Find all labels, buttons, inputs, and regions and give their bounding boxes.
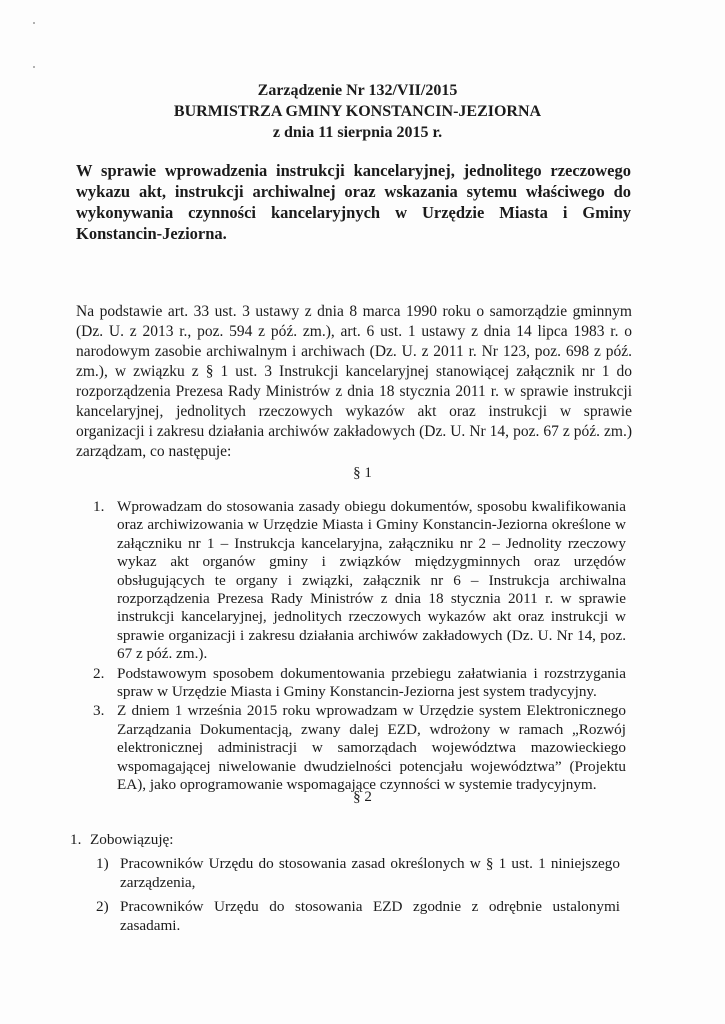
subitem-number: 1) <box>96 855 109 873</box>
item-number: 1. <box>93 498 105 515</box>
ordinance-number: Zarządzenie Nr 132/VII/2015 <box>257 82 458 99</box>
document-subject: W sprawie wprowadzenia instrukcji kancelaryjnej, jednolitego rzeczowego wykazu akt, instrukcji archiwalnej oraz wskazania sytemu właściwego do wykonywania czynności kancelaryjnych w Urzędzie Miasta i Gminy Konstancin-Jeziorna. <box>76 161 631 243</box>
item-text: Wprowadzam do stosowania zasady obiegu dokumentów, sposobu kwalifikowania oraz archiwizowania w Urzędzie Miasta i Gminy Konstancin-Jeziorna określone w załączniku nr 1 – Instrukcja kancelaryjna, załączniku nr 2 – Jednolity rzeczowy wykaz akt organów gminy i związków międzygminnych oraz urzędów obsługujących te organy i związki, załącznik nr 6 – Instrukcja archiwalna rozporządzenia Prezesa Rady Ministrów z dnia 18 stycznia 2011 r. w sprawie instrukcji kancelaryjnej, jednolitych rzeczowych wykazów akt oraz instrukcji w sprawie organizacji i zakresu działania archiwów zakładowych (Dz. U. Nr 14, poz. 67 z póź. zm.). <box>117 498 626 663</box>
sublist-item <box>96 898 620 935</box>
section-2-sublist <box>96 855 620 935</box>
document-header <box>100 80 615 143</box>
section-1-mark: § 1 <box>353 465 372 481</box>
issuer: BURMISTRZA GMINY KONSTANCIN-JEZIORNA <box>173 103 542 120</box>
section-2-mark: § 2 <box>353 789 372 805</box>
list-item <box>93 702 626 794</box>
legal-basis-paragraph: Na podstawie art. 33 ust. 3 ustawy z dnia 8 marca 1990 roku o samorządzie gminnym (Dz. U. z 2013 r., poz. 594 z póź. zm.), art. 6 ust. 1 ustawy z dnia 14 lipca 1983 r. o narodowym zasobie archiwalnym i archiwach (Dz. U. z 2011 r. Nr 123, poz. 698 z póź. zm.), w związku z § 1 ust. 3 Instrukcji kancelaryjnej stanowiącej załącznik nr 1 do rozporządzenia Prezesa Rady Ministrów z dnia 18 stycznia 2011 r. w sprawie instrukcji kancelaryjnej, jednolitych rzeczowych wykazów akt oraz instrukcji w sprawie organizacji i zakresu działania archiwów zakładowych (Dz. U. Nr 14, poz. 67 z póź. zm.) zarządzam, co następuje: <box>76 303 632 460</box>
item-text: Zobowiązuję: <box>90 831 174 848</box>
item-text: Podstawowym sposobem dokumentowania przebiegu załatwiania i rozstrzygania spraw w Urzędzie Miasta i Gminy Konstancin-Jeziorna jest system tradycyjny. <box>117 664 626 701</box>
scan-speck <box>33 66 35 68</box>
section-1-list <box>93 498 626 796</box>
issue-date: z dnia 11 sierpnia 2015 r. <box>272 124 443 141</box>
item-number: 1. <box>70 831 82 848</box>
subitem-text: Pracowników Urzędu do stosowania EZD zgodnie z odrębnie ustalonymi zasadami. <box>120 898 620 934</box>
list-item <box>70 831 620 935</box>
subitem-number: 2) <box>96 898 109 916</box>
scan-speck <box>33 22 35 24</box>
subitem-text: Pracowników Urzędu do stosowania zasad określonych w § 1 ust. 1 niniejszego zarządzenia, <box>120 855 620 891</box>
list-item <box>93 498 626 664</box>
item-number: 3. <box>93 702 105 720</box>
item-number: 2. <box>93 664 105 682</box>
list-item <box>93 664 626 702</box>
item-text: Z dniem 1 września 2015 roku wprowadzam w Urzędzie system Elektronicznego Zarządzania Dokumentacją, zwany dalej EZD, wdrożony w ramach „Rozwój elektronicznej administracji w samorządach województwa mazowieckiego wspomagającej niwelowanie dwudzielności potencjału województwa” (Projektu EA), jako oprogramowanie wspomagające czynności w systemie tradycyjnym. <box>117 702 626 794</box>
sublist-item <box>96 855 620 892</box>
section-2-list <box>70 831 620 941</box>
